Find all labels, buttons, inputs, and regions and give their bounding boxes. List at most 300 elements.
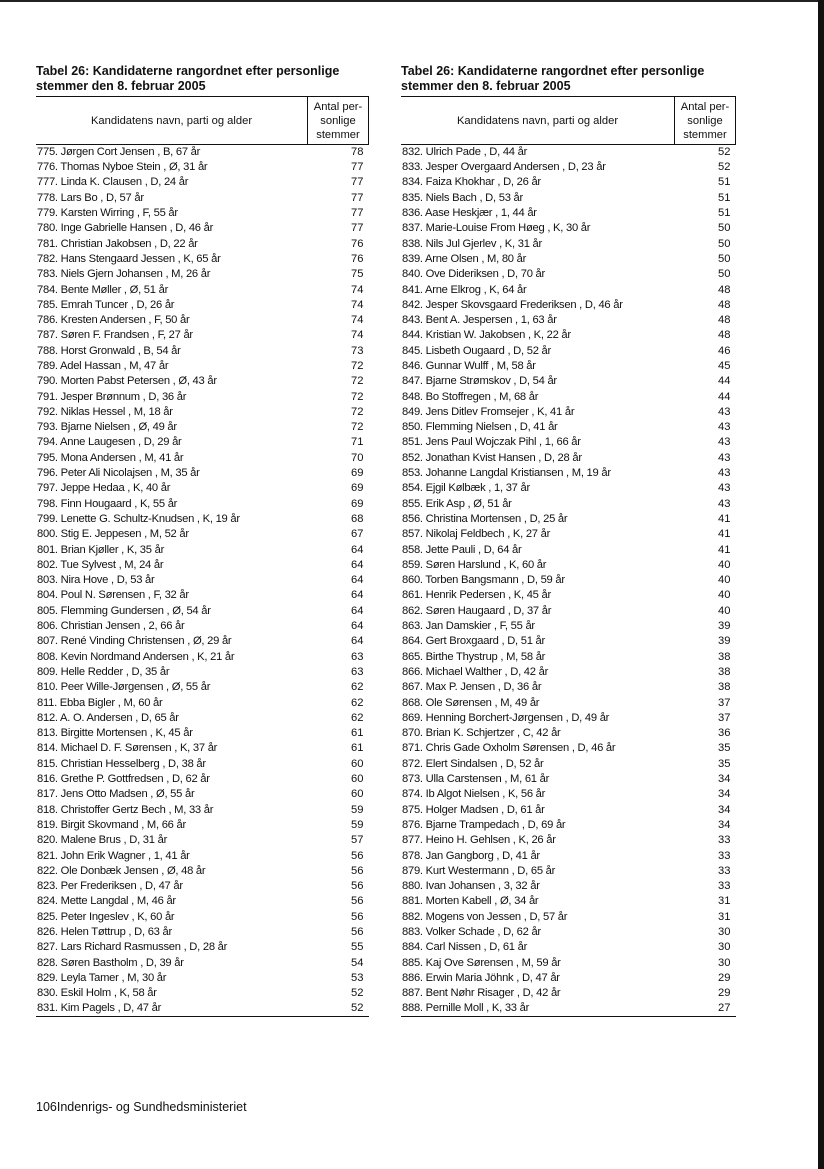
votes-cell: 72 [351,375,364,388]
candidate-name-cell: 824. Mette Langdal , M, 46 år [37,895,176,908]
table-title [36,64,369,96]
table-row [36,925,369,940]
candidate-name-cell: 795. Mona Andersen , M, 41 år [37,451,184,464]
candidate-name-cell: 858. Jette Pauli , D, 64 år [402,543,522,556]
candidate-name-cell: 832. Ulrich Pade , D, 44 år [401,145,675,161]
col-header-name: Kandidatens navn, parti og alder [401,97,675,145]
votes-cell: 41 [718,543,731,556]
votes-cell: 43 [718,451,731,464]
table-header-row [401,97,736,145]
votes-cell: 51 [718,191,731,204]
candidate-name-cell: 781. Christian Jakobsen , D, 22 år [37,237,198,250]
table-row [401,848,736,863]
votes-cell: 31 [718,895,731,908]
votes-cell: 69 [351,467,364,480]
table-row [401,588,736,603]
col-header-votes-line-2: sonlige [687,114,723,127]
votes-cell: 52 [351,987,364,1000]
votes-cell: 52 [675,145,736,161]
votes-cell: 40 [718,604,731,617]
votes-cell: 35 [718,742,731,755]
table-row [36,757,369,772]
candidate-name-cell: 885. Kaj Ove Sørensen , M, 59 år [402,956,561,969]
table-row [401,206,736,221]
votes-cell: 78 [308,145,369,161]
table-row [401,344,736,359]
table-row [36,512,369,527]
table-row [401,191,736,206]
votes-cell: 56 [351,880,364,893]
candidate-name-cell: 849. Jens Ditlev Fromsejer , K, 41 år [402,405,575,418]
votes-cell: 73 [351,344,364,357]
candidate-name-cell: 819. Birgit Skovmand , M, 66 år [37,818,186,831]
candidate-name-cell: 872. Elert Sindalsen , D, 52 år [402,757,544,770]
candidate-name-cell: 782. Hans Stengaard Jessen , K, 65 år [37,252,221,265]
table-row [36,695,369,710]
table-title-line-2: stemmer den 8. februar 2005 [401,79,571,93]
table-row [401,711,736,726]
table-row [401,665,736,680]
table-row [36,252,369,267]
table-row [36,435,369,450]
votes-cell: 52 [308,1001,369,1017]
table-title-line-2: stemmer den 8. februar 2005 [36,79,206,93]
table-row [36,221,369,236]
table-row [401,680,736,695]
votes-cell: 34 [718,818,731,831]
table-row [36,451,369,466]
table-row [36,619,369,634]
table-row [401,359,736,374]
votes-cell: 67 [351,528,364,541]
votes-cell: 39 [718,635,731,648]
candidate-name-cell: 883. Volker Schade , D, 62 år [402,925,541,938]
table-row [36,986,369,1001]
col-header-name: Kandidatens navn, parti og alder [36,97,308,145]
table-row [401,252,736,267]
table-row [36,298,369,313]
candidate-name-cell: 790. Morten Pabst Petersen , Ø, 43 år [37,375,217,388]
table-row [401,267,736,282]
table-row [401,466,736,481]
candidate-name-cell: 888. Pernille Moll , K, 33 år [401,1001,675,1017]
candidate-name-cell: 787. Søren F. Frandsen , F, 27 år [37,329,193,342]
votes-cell: 64 [351,604,364,617]
table-row [401,864,736,879]
table-row [36,481,369,496]
candidate-name-cell: 875. Holger Madsen , D, 61 år [402,803,545,816]
votes-cell: 56 [351,925,364,938]
votes-cell: 72 [351,390,364,403]
table-row [36,160,369,175]
table-row [36,650,369,665]
table-row [401,1001,736,1017]
candidate-name-cell: 847. Bjarne Strømskov , D, 54 år [402,375,557,388]
table-row [36,389,369,404]
votes-cell: 77 [351,191,364,204]
votes-cell: 71 [351,436,364,449]
votes-cell: 77 [351,207,364,220]
candidate-name-cell: 851. Jens Paul Wojczak Pihl , 1, 66 år [402,436,581,449]
candidate-name-cell: 803. Nira Hove , D, 53 år [37,574,155,587]
votes-cell: 53 [351,971,364,984]
table-row [401,772,736,787]
candidate-name-cell: 812. A. O. Andersen , D, 65 år [37,711,179,724]
table-row [36,558,369,573]
candidate-name-cell: 820. Malene Brus , D, 31 år [37,834,168,847]
candidate-name-cell: 813. Birgitte Mortensen , K, 45 år [37,727,193,740]
col-header-votes-line-1: Antal per- [313,100,363,113]
table-row [36,1001,369,1017]
table-row [36,466,369,481]
table-row [401,435,736,450]
votes-cell: 48 [718,314,731,327]
candidate-name-cell: 828. Søren Bastholm , D, 39 år [37,956,184,969]
candidate-name-cell: 871. Chris Gade Oxholm Sørensen , D, 46 år [402,742,616,755]
candidate-name-cell: 838. Nils Jul Gjerlev , K, 31 år [402,237,542,250]
votes-cell: 45 [718,360,731,372]
votes-cell: 31 [718,910,731,923]
table-row [401,787,736,802]
votes-cell: 29 [718,987,731,1000]
candidate-name-cell: 830. Eskil Holm , K, 58 år [37,987,157,1000]
votes-cell: 46 [718,344,731,357]
candidate-name-cell: 878. Jan Gangborg , D, 41 år [402,849,540,862]
table-row [36,236,369,251]
votes-cell: 69 [351,482,364,495]
votes-cell: 33 [718,834,731,847]
votes-cell: 59 [351,818,364,831]
votes-cell: 74 [351,314,364,327]
candidate-name-cell: 780. Inge Gabrielle Hansen , D, 46 år [37,222,214,235]
table-row [401,818,736,833]
table-row [401,573,736,588]
table-row [36,420,369,435]
candidate-name-cell: 833. Jesper Overgaard Andersen , D, 23 år [402,161,606,174]
candidate-name-cell: 817. Jens Otto Madsen , Ø, 55 år [37,788,195,801]
candidate-name-cell: 857. Nikolaj Feldbech , K, 27 år [402,528,551,541]
votes-cell: 50 [718,222,731,235]
candidate-name-cell: 877. Heino H. Gehlsen , K, 26 år [402,834,556,847]
table-body [401,145,736,1017]
table-row [401,879,736,894]
votes-cell: 63 [351,650,364,663]
votes-cell: 41 [718,528,731,541]
candidate-name-cell: 799. Lenette G. Schultz-Knudsen , K, 19 år [37,512,240,525]
table-row [36,542,369,557]
table-header-row [36,97,369,145]
candidate-name-cell: 800. Stig E. Jeppesen , M, 52 år [37,528,189,541]
table-row [401,527,736,542]
votes-cell: 40 [718,589,731,602]
votes-cell: 43 [718,436,731,449]
candidate-name-cell: 789. Adel Hassan , M, 47 år [37,360,169,372]
table-row [401,313,736,328]
votes-cell: 38 [718,681,731,694]
table-row [36,726,369,741]
candidate-name-cell: 778. Lars Bo , D, 57 år [37,191,144,204]
votes-cell: 70 [351,451,364,464]
table-row [401,986,736,1001]
candidate-name-cell: 876. Bjarne Trampedach , D, 69 år [402,818,566,831]
candidate-name-cell: 825. Peter Ingeslev , K, 60 år [37,910,175,923]
votes-cell: 56 [351,864,364,877]
candidate-name-cell: 797. Jeppe Hedaa , K, 40 år [37,482,171,495]
votes-cell: 48 [718,298,731,311]
votes-cell: 43 [718,497,731,510]
candidate-name-cell: 807. René Vinding Christensen , Ø, 29 år [37,635,232,648]
votes-cell: 29 [718,971,731,984]
votes-cell: 43 [718,421,731,434]
votes-cell: 62 [351,696,364,709]
candidate-name-cell: 784. Bente Møller , Ø, 51 år [37,283,169,296]
table-row [36,879,369,894]
table-row [401,542,736,557]
votes-cell: 60 [351,788,364,801]
candidate-name-cell: 793. Bjarne Nielsen , Ø, 49 år [37,421,177,434]
candidate-name-cell: 831. Kim Pagels , D, 47 år [36,1001,308,1017]
candidate-name-cell: 861. Henrik Pedersen , K, 45 år [402,589,551,602]
table-row [36,680,369,695]
candidate-name-cell: 884. Carl Nissen , D, 61 år [402,941,528,954]
candidate-name-cell: 808. Kevin Nordmand Andersen , K, 21 år [37,650,235,663]
candidate-name-cell: 869. Henning Borchert-Jørgensen , D, 49 år [402,711,610,724]
page-right-edge [818,0,824,1169]
candidate-name-cell: 868. Ole Sørensen , M, 49 år [402,696,540,709]
table-row [401,619,736,634]
votes-cell: 63 [351,665,364,678]
candidate-name-cell: 865. Birthe Thystrup , M, 58 år [402,650,546,663]
votes-cell: 64 [351,589,364,602]
table-row [36,145,369,161]
table-row [401,894,736,909]
candidate-name-cell: 864. Gert Broxgaard , D, 51 år [402,635,545,648]
table-row [36,634,369,649]
votes-cell: 36 [718,727,731,740]
table-row [36,802,369,817]
candidate-name-cell: 880. Ivan Johansen , 3, 32 år [402,880,540,893]
candidate-name-cell: 846. Gunnar Wulff , M, 58 år [402,360,536,372]
votes-cell: 77 [351,176,364,189]
votes-cell: 43 [718,405,731,418]
votes-cell: 30 [718,941,731,954]
table-row [36,971,369,986]
candidate-name-cell: 816. Grethe P. Gottfredsen , D, 62 år [37,773,210,786]
candidate-name-cell: 836. Aase Heskjær , 1, 44 år [402,207,537,220]
votes-cell: 27 [675,1001,736,1017]
votes-cell: 69 [351,497,364,510]
candidate-name-cell: 867. Max P. Jensen , D, 36 år [402,681,542,694]
votes-cell: 64 [351,635,364,648]
table-row [401,221,736,236]
candidate-name-cell: 848. Bo Stoffregen , M, 68 år [402,390,539,403]
votes-cell: 43 [718,467,731,480]
col-header-votes [308,97,369,145]
table-row [401,236,736,251]
table-row [401,910,736,925]
votes-cell: 50 [718,268,731,281]
candidate-table [401,96,736,1017]
candidate-name-cell: 842. Jesper Skovsgaard Frederiksen , D, 46 år [402,298,623,311]
votes-cell: 55 [351,941,364,954]
candidate-name-cell: 882. Mogens von Jessen , D, 57 år [402,910,568,923]
votes-cell: 61 [351,727,364,740]
candidate-name-cell: 827. Lars Richard Rasmussen , D, 28 år [37,941,228,954]
table-row [401,282,736,297]
candidate-name-cell: 804. Poul N. Sørensen , F, 32 år [37,589,189,602]
table-row [401,741,736,756]
votes-cell: 33 [718,880,731,893]
candidate-name-cell: 859. Søren Harslund , K, 60 år [402,558,547,571]
candidate-name-cell: 794. Anne Laugesen , D, 29 år [37,436,182,449]
votes-cell: 64 [351,620,364,633]
votes-cell: 51 [718,176,731,189]
votes-cell: 44 [718,375,731,388]
candidate-name-cell: 788. Horst Gronwald , B, 54 år [37,344,181,357]
table-row [401,512,736,527]
candidate-name-cell: 785. Emrah Tuncer , D, 26 år [37,298,175,311]
votes-cell: 74 [351,283,364,296]
votes-cell: 77 [351,161,364,174]
table-row [36,833,369,848]
votes-cell: 44 [718,390,731,403]
votes-cell: 30 [718,956,731,969]
table-row [401,160,736,175]
table-title-line-1: Tabel 26: Kandidaterne rangordnet efter personlige [36,64,340,78]
votes-cell: 76 [351,252,364,265]
table-row [401,328,736,343]
candidate-name-cell: 835. Niels Bach , D, 53 år [402,191,523,204]
table-row [36,741,369,756]
table-row [36,787,369,802]
candidate-name-cell: 850. Flemming Nielsen , D, 41 år [402,421,558,434]
votes-cell: 34 [718,803,731,816]
page-top-edge [0,0,824,2]
table-row [401,650,736,665]
votes-cell: 56 [351,910,364,923]
table-row [401,497,736,512]
candidate-name-cell: 879. Kurt Westermann , D, 65 år [402,864,556,877]
votes-cell: 68 [351,512,364,525]
table-row [36,588,369,603]
table-row [401,145,736,161]
votes-cell: 52 [718,161,731,174]
candidate-name-cell: 840. Ove Dideriksen , D, 70 år [402,268,545,281]
candidate-name-cell: 873. Ulla Carstensen , M, 61 år [402,773,550,786]
table-row [36,940,369,955]
votes-cell: 60 [351,757,364,770]
candidate-name-cell: 855. Erik Asp , Ø, 51 år [402,497,512,510]
table-row [36,374,369,389]
candidate-name-cell: 841. Arne Elkrog , K, 64 år [402,283,527,296]
table-row [401,420,736,435]
table-row [401,955,736,970]
candidate-name-cell: 802. Tue Sylvest , M, 24 år [37,558,164,571]
votes-cell: 39 [718,620,731,633]
candidate-name-cell: 806. Christian Jensen , 2, 66 år [37,620,185,633]
table-row [36,206,369,221]
table-row [36,894,369,909]
votes-cell: 41 [718,512,731,525]
table-row [401,481,736,496]
table-row [401,757,736,772]
table-row [401,726,736,741]
candidate-name-cell: 776. Thomas Nyboe Stein , Ø, 31 år [37,161,208,174]
candidate-name-cell: 783. Niels Gjern Johansen , M, 26 år [37,268,211,281]
table-row [36,955,369,970]
table-left [36,64,369,1017]
candidate-name-cell: 792. Niklas Hessel , M, 18 år [37,405,173,418]
votes-cell: 48 [718,329,731,342]
votes-cell: 33 [718,864,731,877]
table-row [401,833,736,848]
candidate-name-cell: 870. Brian K. Schjertzer , C, 42 år [402,727,561,740]
votes-cell: 62 [351,681,364,694]
votes-cell: 61 [351,742,364,755]
candidate-name-cell: 837. Marie-Louise From Høeg , K, 30 år [402,222,591,235]
candidate-name-cell: 775. Jørgen Cort Jensen , B, 67 år [36,145,308,161]
candidate-name-cell: 866. Michael Walther , D, 42 år [402,665,549,678]
candidate-name-cell: 881. Morten Kabell , Ø, 34 år [402,895,539,908]
table-row [401,604,736,619]
table-row [401,374,736,389]
candidate-table [36,96,369,1017]
table-row [401,405,736,420]
candidate-name-cell: 834. Faiza Khokhar , D, 26 år [402,176,541,189]
votes-cell: 74 [351,298,364,311]
candidate-name-cell: 809. Helle Redder , D, 35 år [37,665,170,678]
votes-cell: 64 [351,574,364,587]
candidate-name-cell: 887. Bent Nøhr Risager , D, 42 år [402,987,561,1000]
col-header-votes-line-3: stemmer [316,128,360,141]
candidate-name-cell: 874. Ib Algot Nielsen , K, 56 år [402,788,546,801]
table-row [401,175,736,190]
candidate-name-cell: 854. Ejgil Kølbæk , 1, 37 år [402,482,530,495]
table-row [36,864,369,879]
col-header-votes-line-1: Antal per- [680,100,730,113]
table-row [36,405,369,420]
candidate-name-cell: 777. Linda K. Clausen , D, 24 år [37,176,189,189]
candidate-name-cell: 818. Christoffer Gertz Bech , M, 33 år [37,803,214,816]
candidate-name-cell: 839. Arne Olsen , M, 80 år [402,252,527,265]
votes-cell: 50 [718,252,731,265]
table-row [36,191,369,206]
votes-cell: 59 [351,803,364,816]
votes-cell: 35 [718,757,731,770]
table-row [401,389,736,404]
table-row [36,818,369,833]
table-right [401,64,736,1017]
votes-cell: 51 [718,207,731,220]
candidate-name-cell: 862. Søren Haugaard , D, 37 år [402,604,552,617]
votes-cell: 56 [351,895,364,908]
table-row [36,573,369,588]
table-row [36,497,369,512]
candidate-name-cell: 814. Michael D. F. Sørensen , K, 37 år [37,742,218,755]
candidate-name-cell: 823. Per Frederiksen , D, 47 år [37,880,183,893]
votes-cell: 64 [351,543,364,556]
table-row [36,328,369,343]
candidate-name-cell: 863. Jan Damskier , F, 55 år [402,620,535,633]
candidate-name-cell: 821. John Erik Wagner , 1, 41 år [37,849,190,862]
candidate-name-cell: 886. Erwin Maria Jöhnk , D, 47 år [402,971,560,984]
table-row [401,695,736,710]
votes-cell: 37 [718,711,731,724]
candidate-name-cell: 822. Ole Donbæk Jensen , Ø, 48 år [37,864,206,877]
candidate-name-cell: 786. Kresten Andersen , F, 50 år [37,314,190,327]
page-footer: 106Indenrigs- og Sundhedsministeriet [36,1100,247,1114]
table-body [36,145,369,1017]
